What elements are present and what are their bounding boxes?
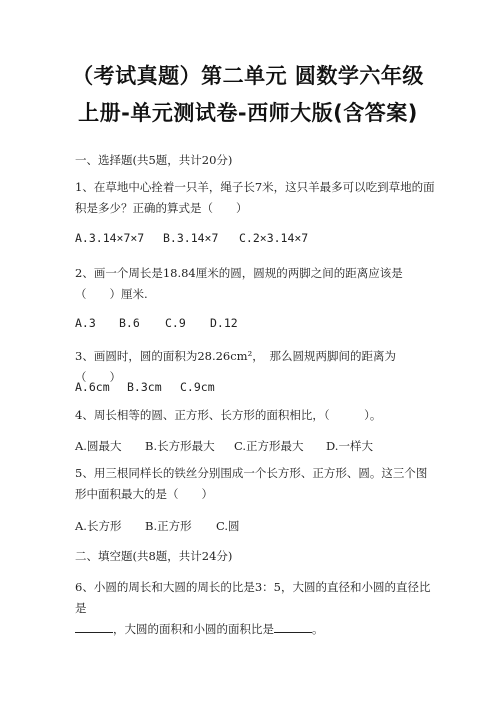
q6-text-part-1: 6、小圆的周长和大圆的周长的比是3：5，大圆的直径和小圆的直径比是 bbox=[75, 580, 431, 615]
document-title-line-2: 上册-单元测试卷-西师大版(含答案) bbox=[78, 101, 418, 125]
q6-blank-2 bbox=[274, 620, 312, 633]
q3-option-c: C.9cm bbox=[180, 380, 215, 394]
q1-option-a: A.3.14×7×7 bbox=[75, 231, 145, 245]
q2-option-c: C.9 bbox=[165, 316, 186, 330]
q6-text-part-3: 。 bbox=[312, 622, 324, 636]
section-heading-fill-in: 二、填空题(共8题，共计24分) bbox=[75, 549, 233, 563]
q1-option-b: B.3.14×7 bbox=[163, 231, 219, 245]
q4-option-b: B.长方形最大 bbox=[145, 439, 215, 453]
q5-option-a: A.长方形 bbox=[75, 519, 122, 533]
q4-option-a: A.圆最大 bbox=[75, 439, 122, 453]
question-1-text: 1、在草地中心拴着一只羊，绳子长7米，这只羊最多可以吃到草地的面积是多少？正确的算式是（ ） bbox=[75, 180, 435, 215]
q6-text-part-2: ，大圆的面积和小圆的面积比是 bbox=[113, 622, 274, 636]
question-6-text bbox=[75, 577, 435, 640]
question-5-text: 5、用三根同样长的铁丝分别围成一个长方形、正方形、圆。这三个图形中面积最大的是（ ） bbox=[75, 466, 428, 501]
question-4-text: 4、周长相等的圆、正方形、长方形的面积相比，（ ）。 bbox=[75, 408, 382, 422]
q2-option-d: D.12 bbox=[210, 316, 238, 330]
question-3-text: 3、画圆时，圆的面积为28.26cm²， 那么圆规两脚间的距离为（ ） bbox=[75, 349, 396, 384]
q4-option-c: C.正方形最大 bbox=[234, 439, 304, 453]
question-2-text: 2、画一个周长是18.84厘米的圆，圆规的两脚之间的距离应该是（ ）厘米. bbox=[75, 266, 403, 301]
q1-option-c: C.2×3.14×7 bbox=[239, 231, 309, 245]
q5-option-b: B.正方形 bbox=[145, 519, 192, 533]
q2-option-a: A.3 bbox=[75, 316, 96, 330]
q5-option-c: C.圆 bbox=[216, 519, 240, 533]
q2-option-b: B.6 bbox=[119, 316, 140, 330]
document-title-line-1: （考试真题）第二单元 圆数学六年级 bbox=[72, 64, 424, 88]
q3-option-a: A.6cm bbox=[75, 380, 110, 394]
q6-blank-1 bbox=[75, 620, 113, 633]
q4-option-d: D.一样大 bbox=[326, 439, 373, 453]
q3-option-b: B.3cm bbox=[127, 380, 162, 394]
section-heading-choice: 一、选择题(共5题，共计20分) bbox=[75, 153, 233, 167]
